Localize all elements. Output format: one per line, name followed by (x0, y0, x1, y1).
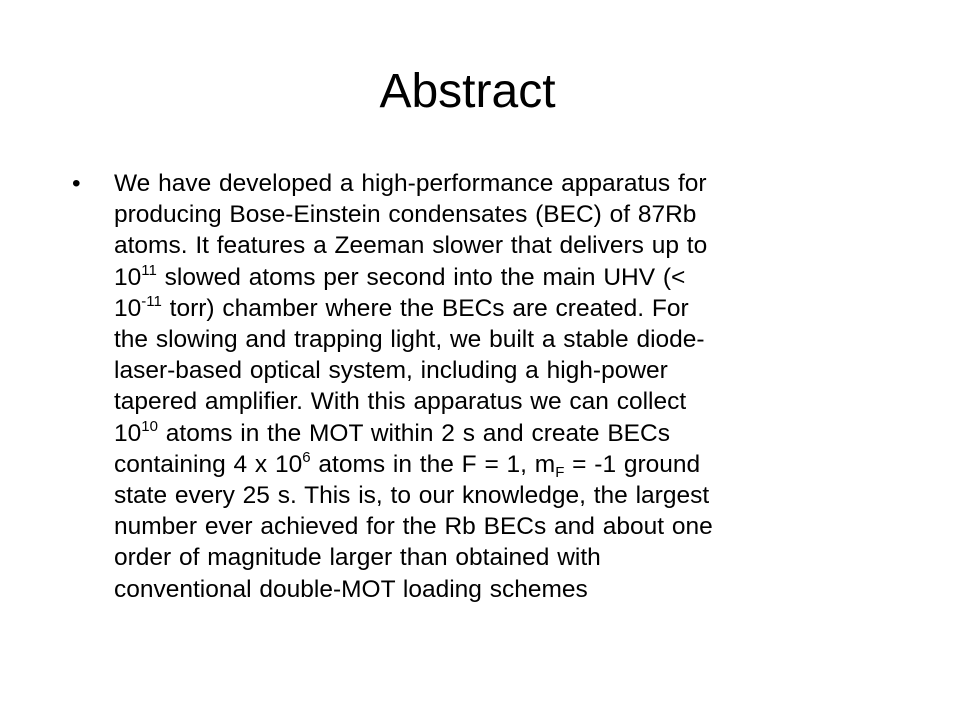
bec-atoms-exponent: 6 (302, 448, 311, 466)
abstract-line-5 (114, 293, 902, 324)
abstract-line-10 (114, 449, 902, 480)
pressure-base: 10 (114, 294, 142, 322)
abstract-line-9-text: atoms in the MOT within 2 s and create BECs (157, 419, 670, 447)
abstract-line-13: order of magnitude larger than obtained with (114, 544, 601, 572)
mf-subscript: F (555, 463, 565, 481)
pressure-exponent: -11 (141, 292, 162, 310)
abstract-line-7: laser-based optical system, including a high-power (114, 357, 668, 385)
abstract-line-9 (114, 418, 902, 449)
bullet-marker: • (72, 170, 81, 197)
mot-atoms-exponent: 10 (141, 417, 158, 435)
flux-exponent: 11 (141, 261, 157, 279)
abstract-line-1: We have developed a high-performance apparatus for (114, 170, 707, 197)
abstract-line-4 (114, 262, 902, 293)
bullet-list (72, 168, 902, 605)
abstract-line-10-text-a: containing 4 x 10 (114, 450, 303, 478)
abstract-line-10-text-c: = -1 ground (564, 450, 701, 478)
slide-title: Abstract (379, 65, 556, 118)
abstract-line-14: conventional double-MOT loading schemes (114, 575, 588, 603)
abstract-line-4-text: slowed atoms per second into the main UHV (< (156, 263, 686, 291)
abstract-line-10-text-b: atoms in the F = 1, m (310, 450, 556, 478)
abstract-line-8: tapered amplifier. With this apparatus we can collect (114, 388, 687, 416)
abstract-bullet (72, 168, 902, 605)
abstract-line-3: atoms. It features a Zeeman slower that delivers up to (114, 232, 708, 260)
abstract-line-2: producing Bose-Einstein condensates (BEC) of 87Rb (114, 201, 697, 229)
abstract-line-11: state every 25 s. This is, to our knowledge, the largest (114, 482, 710, 510)
mot-atoms-base: 10 (114, 419, 142, 447)
flux-base: 10 (114, 263, 142, 291)
abstract-line-5-text: torr) chamber where the BECs are created. For (161, 294, 689, 322)
abstract-line-6: the slowing and trapping light, we built a stable diode- (114, 326, 705, 354)
abstract-line-12: number ever achieved for the Rb BECs and about one (114, 513, 713, 541)
